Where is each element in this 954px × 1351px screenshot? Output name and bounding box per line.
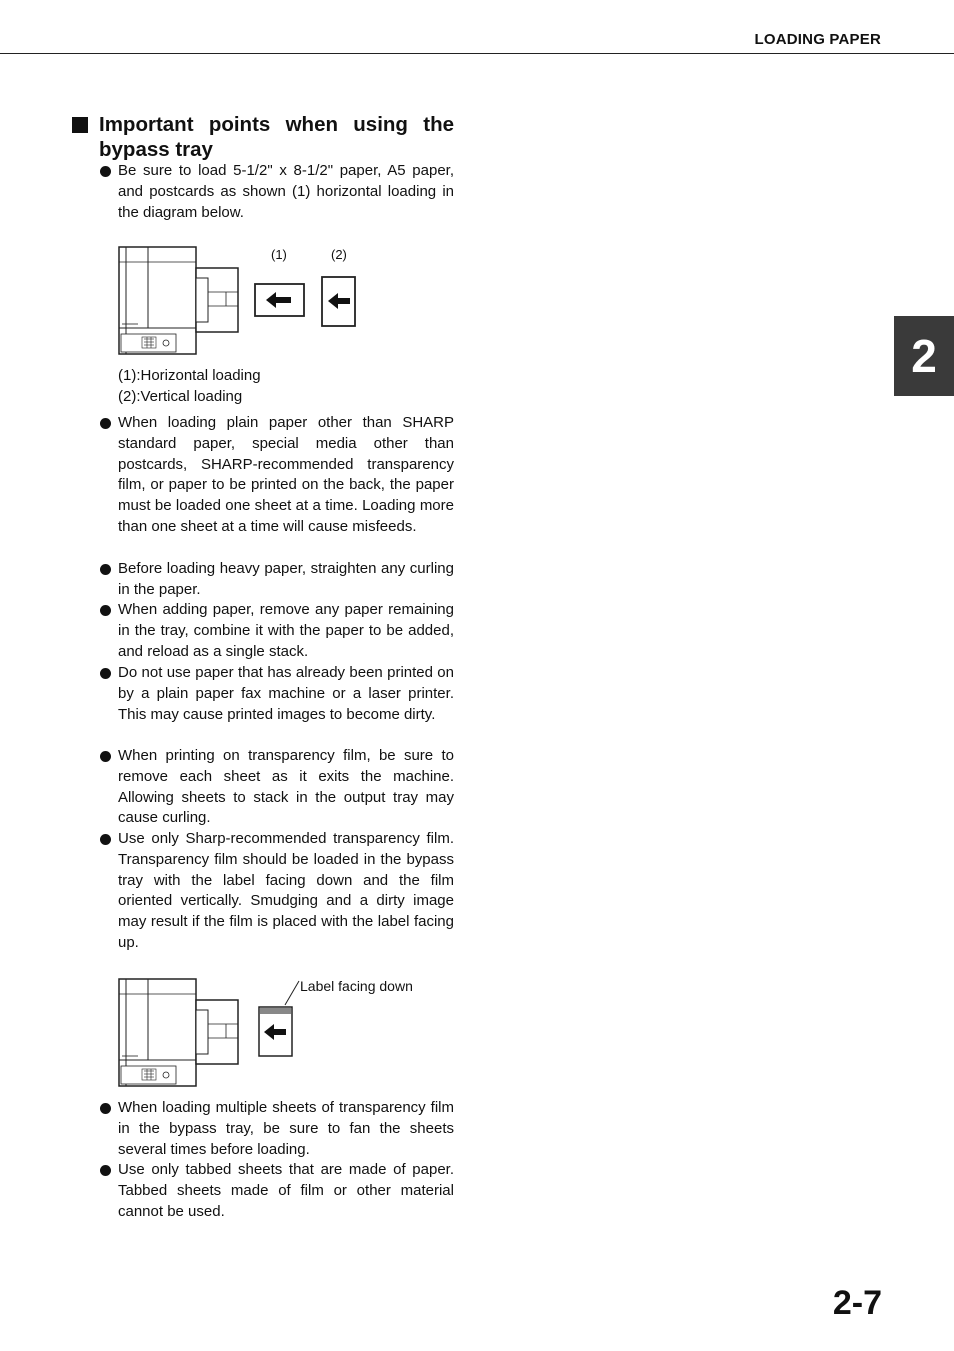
bullet-dot-icon — [100, 834, 111, 845]
bullet-item — [100, 413, 454, 538]
bullet-dot-icon — [100, 1103, 111, 1114]
bullet-dot-icon — [100, 166, 111, 177]
bullet-item — [100, 161, 454, 223]
bullet-item — [100, 559, 454, 601]
bullet-item — [100, 746, 454, 829]
bullet-text: Use only Sharp-recommended transparency film. Transparency film should be loaded in the bypass tray with the label facing down and the film oriented vertically. Smudging and a dirty image may result if the film is placed with the label facing up. — [118, 830, 454, 951]
bullet-item — [100, 663, 454, 725]
bullet-dot-icon — [100, 1165, 111, 1176]
bullet-text: When printing on transparency film, be sure to remove each sheet as it exits the machine. Allowing sheets to stack in the output tray may cause curling. — [118, 747, 454, 827]
bullet-item — [100, 1098, 454, 1160]
heading-square-icon — [72, 117, 88, 133]
label-facing-down: Label facing down — [300, 978, 413, 994]
bullet-text: Before loading heavy paper, straighten any curling in the paper. — [118, 560, 454, 598]
bullet-item — [100, 600, 454, 662]
bullet-text: Be sure to load 5-1/2" x 8-1/2" paper, A5 paper, and postcards as shown (1) horizontal loading in the diagram below. — [118, 162, 454, 221]
bullet-item — [100, 1160, 454, 1222]
label-horizontal: (1) — [271, 247, 287, 262]
page-number: 2-7 — [832, 1284, 882, 1322]
copier-illustration — [118, 976, 243, 1088]
caption-vertical: (2):Vertical loading — [118, 388, 243, 405]
section-heading — [72, 112, 454, 162]
bullet-dot-icon — [100, 564, 111, 575]
bullet-item — [100, 829, 454, 954]
header-rule — [0, 53, 954, 54]
bullet-dot-icon — [100, 605, 111, 616]
bullet-text: When loading multiple sheets of transparency film in the bypass tray, be sure to fan the sheets several times before loading. — [118, 1099, 454, 1158]
transparency-sheet-icon — [258, 980, 298, 1058]
bullet-text: When adding paper, remove any paper remaining in the tray, combine it with the paper to be added, and reload as a single stack. — [118, 601, 454, 660]
label-vertical: (2) — [331, 247, 347, 262]
bullet-dot-icon — [100, 751, 111, 762]
bullet-text: When loading plain paper other than SHARP standard paper, special media other than postcards, SHARP-recommended transparency film, or paper to be printed on the back, the paper must be loaded one sheet at a time. Loading more than one sheet at a time will cause misfeeds. — [118, 414, 454, 535]
section-title: Important points when using the bypass tray — [99, 113, 454, 161]
bullet-text: Do not use paper that has already been printed on by a plain paper fax machine or a laser printer. This may cause printed images to become dirty. — [118, 664, 454, 723]
horizontal-sheet-icon — [254, 283, 305, 317]
caption-horizontal: (1):Horizontal loading — [118, 367, 261, 384]
running-header: LOADING PAPER — [754, 31, 881, 48]
bullet-dot-icon — [100, 668, 111, 679]
vertical-sheet-icon — [321, 276, 356, 327]
copier-illustration — [118, 244, 243, 356]
chapter-tab: 2 — [894, 316, 954, 396]
bullet-text: Use only tabbed sheets that are made of paper. Tabbed sheets made of film or other material cannot be used. — [118, 1161, 454, 1220]
bullet-dot-icon — [100, 418, 111, 429]
